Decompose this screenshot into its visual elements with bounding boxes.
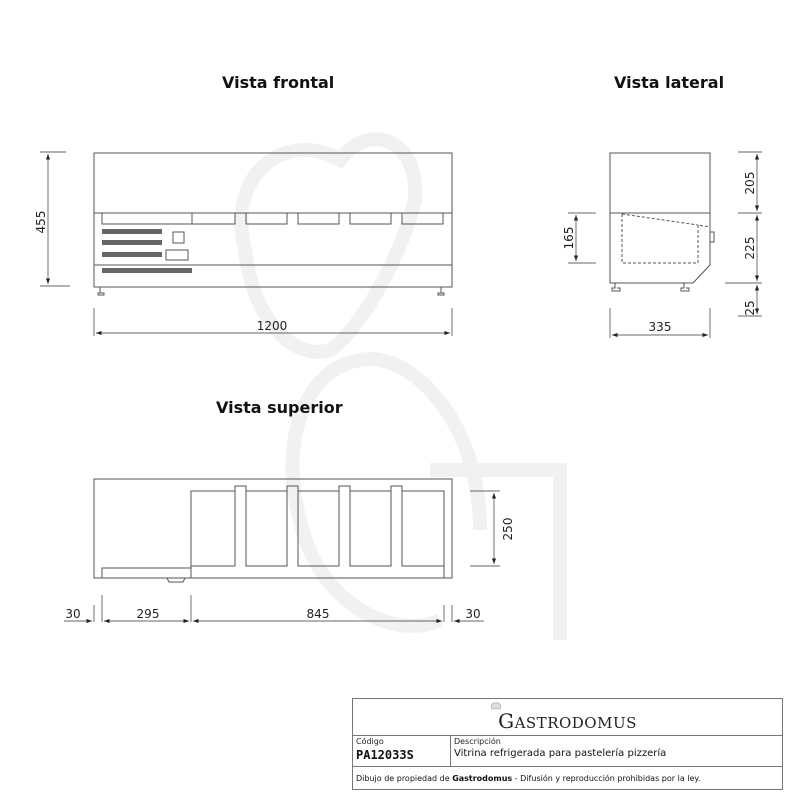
brand-logo: GASTRODOMUS	[498, 709, 637, 733]
top-left-margin-dim: 30	[65, 607, 81, 621]
top-left-section-dim: 295	[136, 607, 160, 621]
top-depth-dim: 250	[501, 517, 515, 541]
front-width-dim: 1200	[256, 319, 288, 333]
description-cell	[451, 736, 782, 766]
code-value: PA12033S	[356, 748, 414, 762]
code-cell	[353, 736, 451, 766]
top-right-margin-dim: 30	[465, 607, 481, 621]
top-trays-section-dim: 845	[306, 607, 330, 621]
side-middle-dim: 225	[743, 236, 757, 260]
side-upper-dim: 205	[743, 171, 757, 195]
top-view-drawing	[94, 479, 452, 582]
code-label: Código	[356, 737, 384, 746]
side-depth-dim: 335	[648, 320, 672, 334]
side-left-height-dim: 165	[562, 226, 576, 250]
front-view-drawing	[94, 153, 452, 295]
side-view-title: Vista lateral	[614, 73, 725, 92]
side-view-drawing	[610, 153, 714, 291]
description-value: Vitrina refrigerada para pastelería pizzería	[454, 748, 667, 759]
front-view-title: Vista frontal	[222, 73, 335, 92]
title-block	[352, 698, 783, 790]
top-view-title: Vista superior	[216, 398, 343, 417]
front-height-dim: 455	[34, 210, 48, 234]
front-view-vents	[102, 229, 192, 273]
copyright-notice: Dibujo de propiedad de Gastrodomus - Difusión y reproducción prohibidas por la ley.	[356, 774, 701, 783]
side-feet-dim: 25	[743, 300, 757, 316]
description-label: Descripción	[454, 737, 501, 746]
brand-row	[353, 699, 782, 736]
